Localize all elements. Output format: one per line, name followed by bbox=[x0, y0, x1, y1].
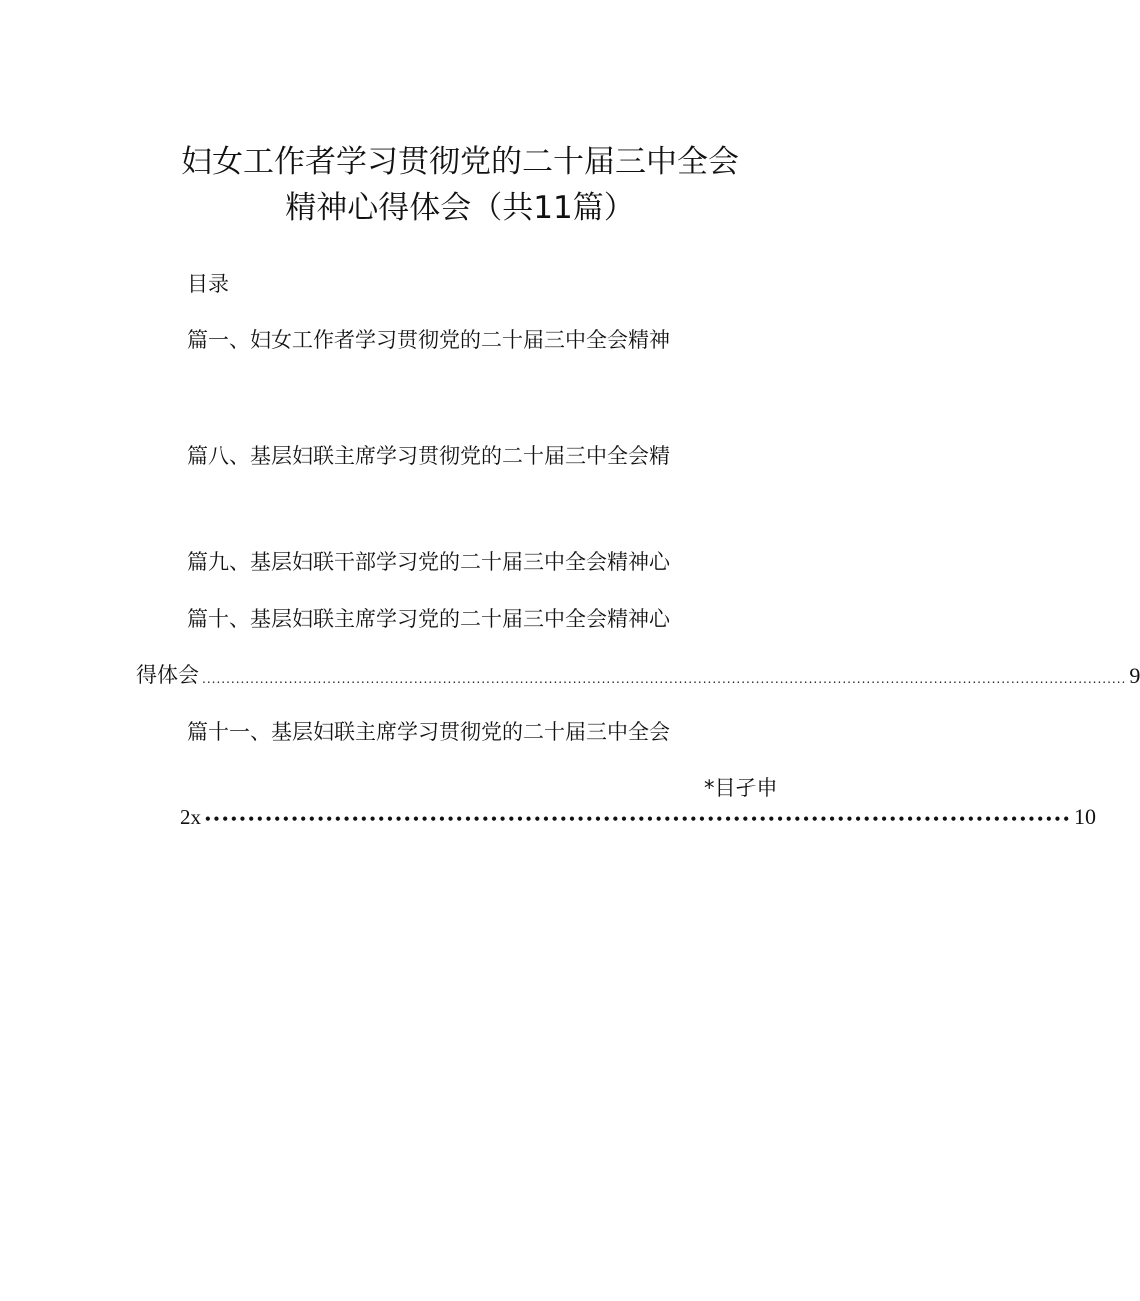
toc-page-number: 9 bbox=[1129, 663, 1140, 688]
toc-entry-1[interactable]: 篇一、妇女工作者学习贯彻党的二十届三中全会精神 bbox=[187, 328, 670, 352]
dot-leader: •••••••••••••••••••••••••••••••••••••••••••••••••••••••••••••••••••••••••••••••••••••••••••••••••••• bbox=[204, 812, 1071, 826]
toc-page-number: 10 bbox=[1074, 804, 1096, 829]
document-title-line-2: 精神心得体会（共11篇） bbox=[285, 190, 635, 226]
toc-entry-8[interactable]: 篇八、基层妇联主席学习贯彻党的二十届三中全会精 bbox=[187, 444, 670, 468]
toc-heading: 目录 bbox=[187, 272, 229, 296]
toc-entry-10-continuation-row[interactable] bbox=[136, 659, 1140, 689]
toc-last-row[interactable] bbox=[180, 804, 1096, 830]
toc-note: *目孑申 bbox=[704, 776, 778, 800]
toc-entry-10[interactable]: 篇十、基层妇联主席学习党的二十届三中全会精神心 bbox=[187, 607, 670, 631]
document-title-line-1: 妇女工作者学习贯彻党的二十届三中全会 bbox=[181, 144, 739, 180]
toc-last-label: 2x bbox=[180, 805, 201, 829]
toc-entry-9[interactable]: 篇九、基层妇联干部学习党的二十届三中全会精神心 bbox=[187, 550, 670, 574]
dot-leader: ................................................................................................................................................................................................ bbox=[202, 672, 1127, 686]
toc-entry-10-continuation: 得体会 bbox=[136, 663, 199, 687]
toc-entry-11[interactable]: 篇十一、基层妇联主席学习贯彻党的二十届三中全会 bbox=[187, 720, 670, 744]
